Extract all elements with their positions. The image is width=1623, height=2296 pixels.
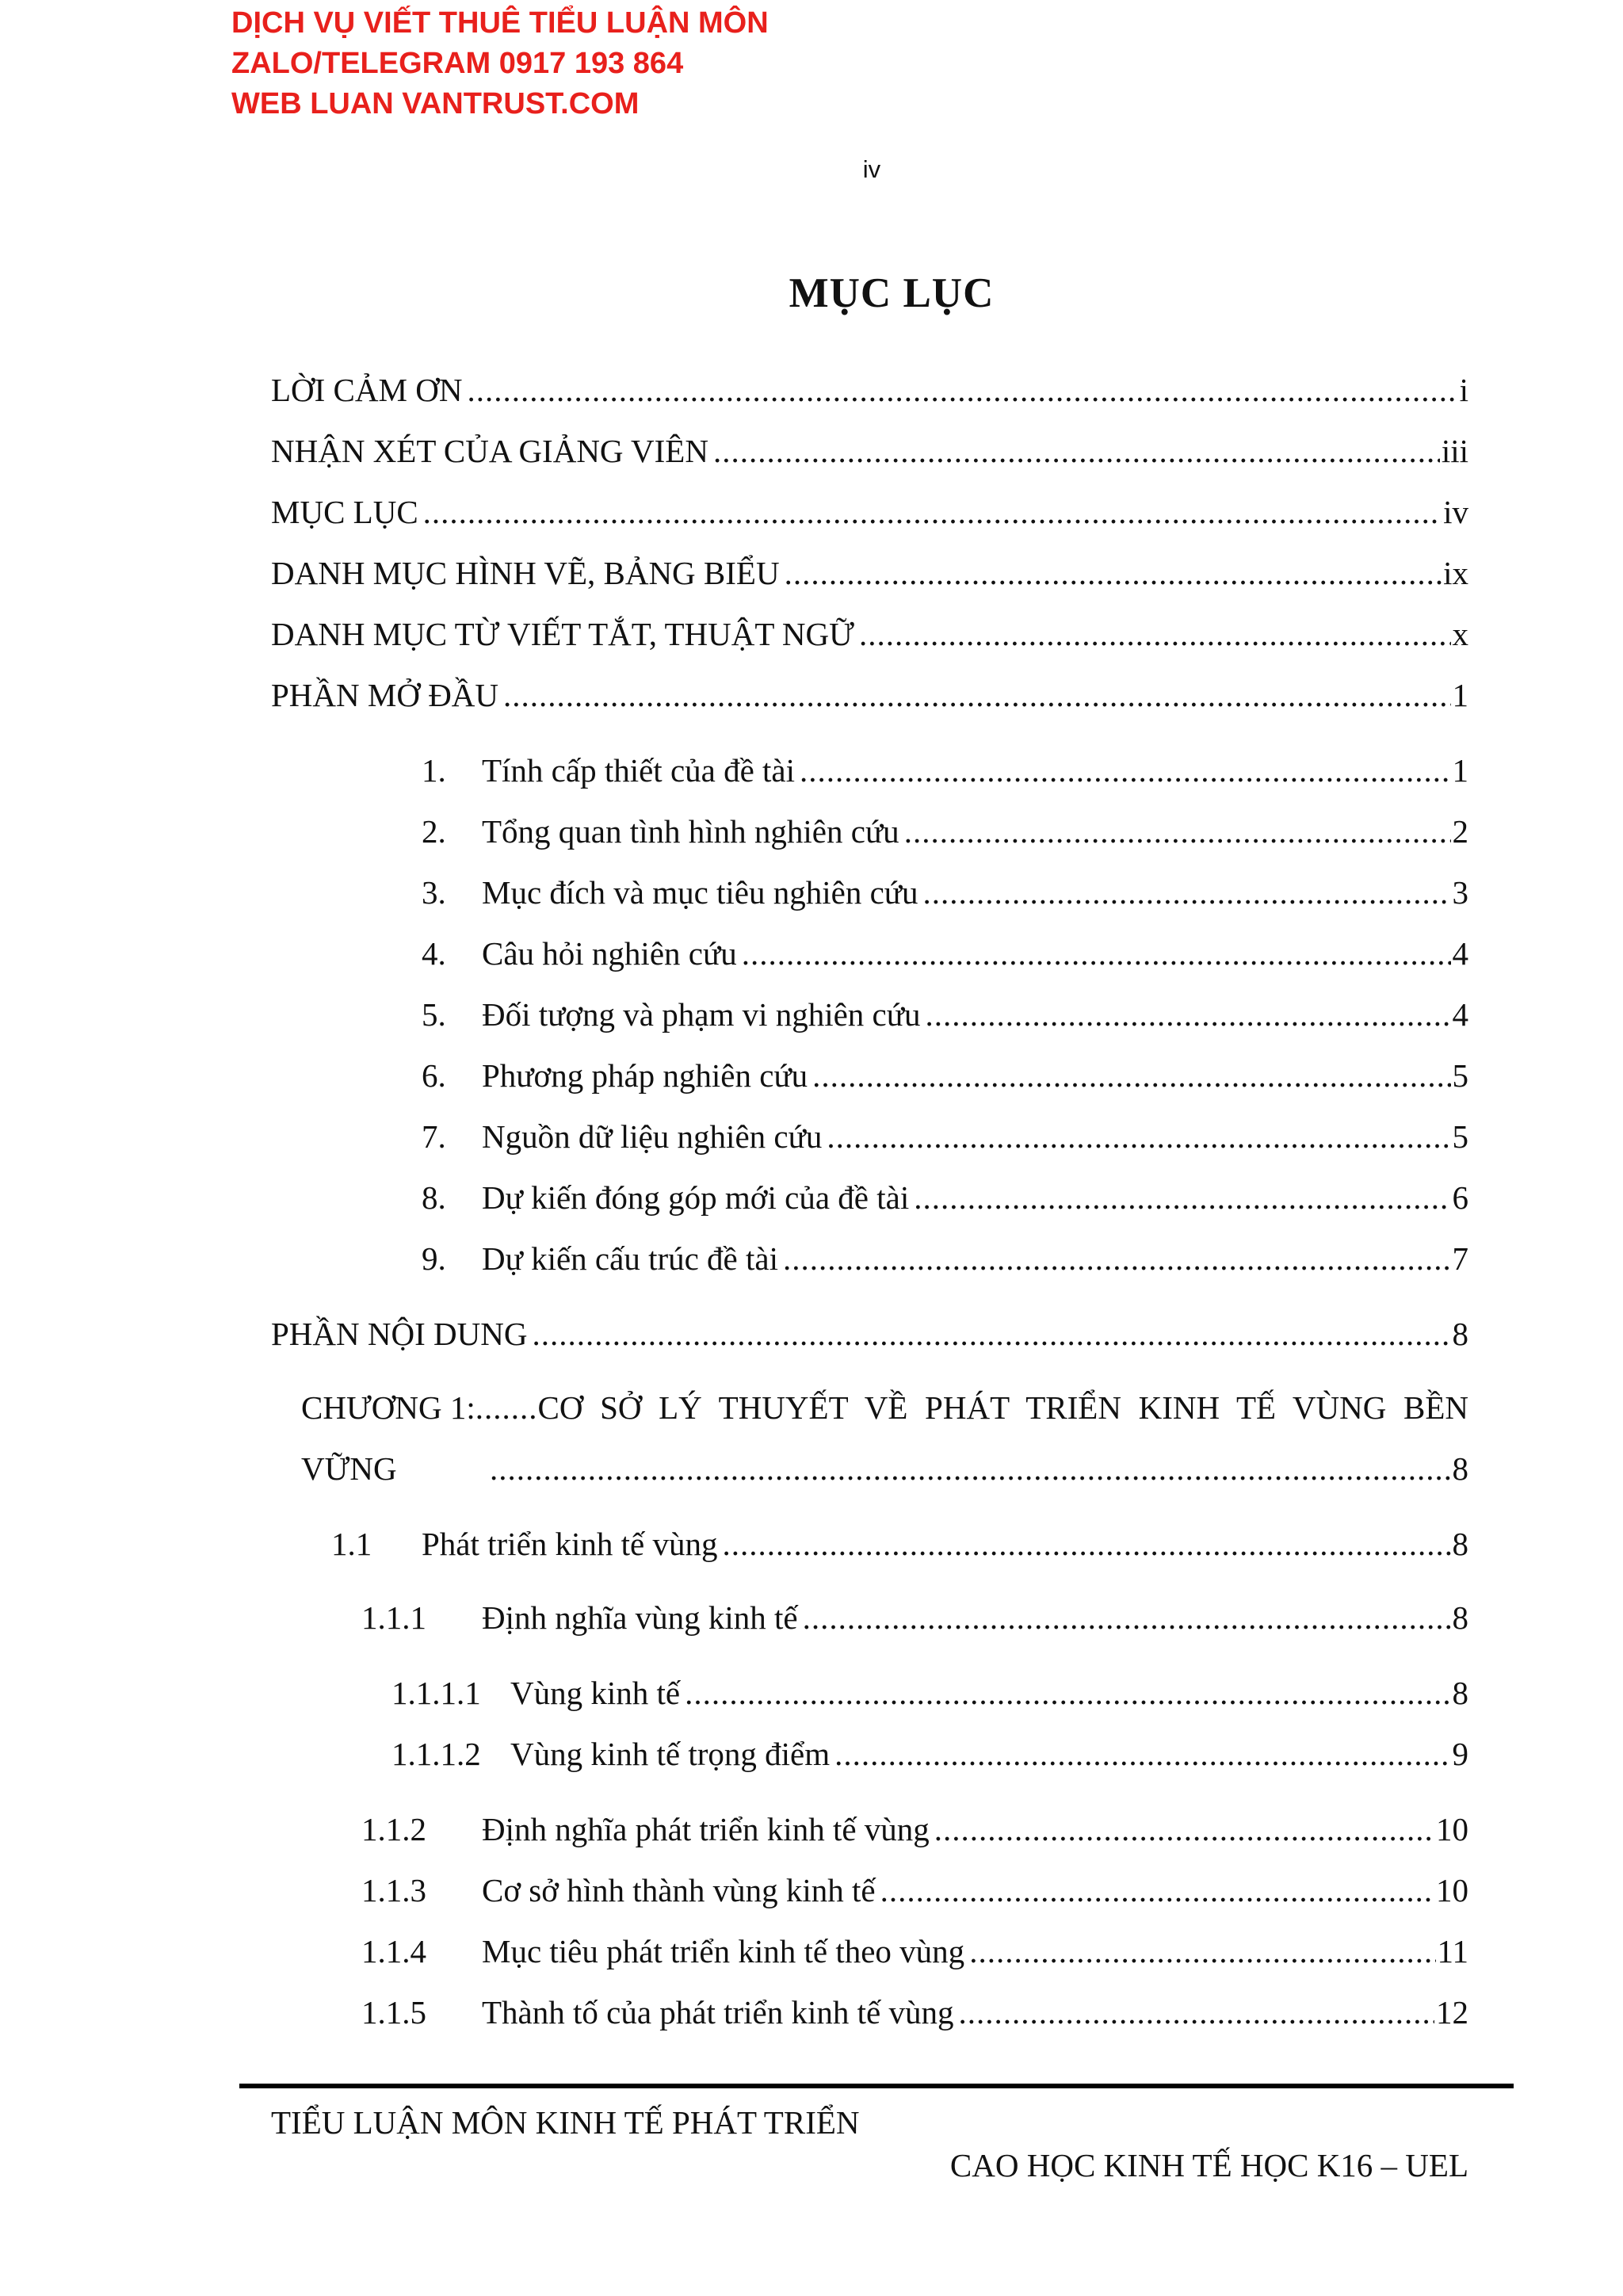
- toc-entry[interactable]: [422, 1236, 1468, 1281]
- toc-entry[interactable]: [271, 1312, 1468, 1356]
- toc-entry-page: iv: [1443, 494, 1468, 530]
- toc-leader: [467, 368, 1457, 412]
- toc-entry-page: 5: [1452, 1057, 1468, 1094]
- toc-entry-number: 1.1.3: [361, 1872, 426, 1908]
- toc-entry-label: Cơ sở hình thành vùng kinh tế: [482, 1872, 876, 1908]
- toc-entry[interactable]: [422, 992, 1468, 1037]
- watermark-line: ZALO/TELEGRAM 0917 193 864: [231, 47, 684, 80]
- toc-entry[interactable]: [361, 1929, 1468, 1973]
- page-number: iv: [862, 155, 881, 183]
- toc-entry-label: Thành tố của phát triển kinh tế vùng: [482, 1994, 954, 2030]
- footer-divider: [239, 2084, 1514, 2088]
- toc-entry[interactable]: [422, 1053, 1468, 1098]
- toc-entry[interactable]: [301, 1446, 1468, 1491]
- toc-leader: [934, 1807, 1434, 1851]
- toc-entry-label: Định nghĩa vùng kinh tế: [482, 1599, 798, 1636]
- toc-entry-page: x: [1452, 616, 1468, 652]
- footer-course-title: TIỂU LUẬN MÔN KINH TẾ PHÁT TRIỂN: [271, 2104, 860, 2141]
- toc-entry-number: 9.: [422, 1240, 446, 1277]
- toc-entry-number: 2.: [422, 813, 446, 850]
- toc-entry[interactable]: [422, 809, 1468, 854]
- toc-entry[interactable]: [271, 429, 1468, 473]
- toc-entry[interactable]: [271, 490, 1468, 534]
- toc-leader: [423, 490, 1442, 534]
- toc-entry-label: Nguồn dữ liệu nghiên cứu: [482, 1118, 823, 1155]
- toc-entry-page: 8: [1452, 1526, 1468, 1562]
- toc-entry-page: 10: [1436, 1811, 1468, 1847]
- toc-entry-number: 1.1: [331, 1526, 372, 1562]
- toc-entry-page: 11: [1437, 1933, 1468, 1969]
- toc-entry-label: DANH MỤC TỪ VIẾT TẮT, THUẬT NGỮ: [271, 616, 854, 652]
- toc-chapter-heading[interactable]: [301, 1385, 1468, 1430]
- toc-entry-number: 6.: [422, 1057, 446, 1094]
- toc-entry-number: 5.: [422, 996, 446, 1033]
- toc-leader: [713, 429, 1440, 473]
- toc-leader: [958, 1990, 1434, 2034]
- toc-entry-label: Tổng quan tình hình nghiên cứu: [482, 813, 899, 850]
- toc-entry[interactable]: [422, 931, 1468, 976]
- toc-entry-page: 9: [1452, 1736, 1468, 1772]
- toc-entry[interactable]: [391, 1671, 1468, 1715]
- toc-leader: [969, 1929, 1435, 1973]
- toc-entry[interactable]: [361, 1807, 1468, 1851]
- toc-entry-label: CƠ SỞ LÝ THUYẾT VỀ PHÁT TRIỂN KINH TẾ VÙNG BỀN: [537, 1389, 1468, 1426]
- toc-entry-page: 1: [1452, 752, 1468, 789]
- toc-leader: [723, 1522, 1451, 1566]
- toc-leader: [914, 1175, 1450, 1220]
- toc-chapter-dots: .......: [475, 1389, 538, 1426]
- toc-entry-page: ix: [1443, 555, 1468, 591]
- toc-entry-label: Câu hỏi nghiên cứu: [482, 935, 737, 972]
- toc-entry-number: 3.: [422, 874, 446, 911]
- watermark-ad: [231, 3, 769, 124]
- toc-leader: [827, 1114, 1450, 1159]
- toc-entry[interactable]: [391, 1732, 1468, 1776]
- toc-entry-label: Phát triển kinh tế vùng: [422, 1526, 718, 1562]
- toc-entry[interactable]: [422, 1175, 1468, 1220]
- toc-entry-page: 8: [1452, 1599, 1468, 1636]
- toc-entry-label: Đối tượng và phạm vi nghiên cứu: [482, 996, 921, 1033]
- toc-entry-number: 4.: [422, 935, 446, 972]
- toc-entry-label-cont: VỮNG: [301, 1450, 397, 1487]
- watermark-line: DỊCH VỤ VIẾT THUÊ TIỂU LUẬN MÔN: [231, 6, 769, 40]
- toc-entry-page: 1: [1452, 677, 1468, 713]
- page-title: MỤC LỤC: [789, 270, 995, 316]
- toc-entry-number: CHƯƠNG 1:: [301, 1389, 475, 1426]
- toc-entry-label: Vùng kinh tế trọng điểm: [510, 1736, 831, 1772]
- toc-entry-number: 8.: [422, 1179, 446, 1216]
- toc-entry-label: LỜI CẢM ƠN: [271, 372, 463, 408]
- toc-entry[interactable]: [331, 1522, 1468, 1566]
- toc-entry-page: iii: [1441, 433, 1468, 469]
- toc-entry-number: 1.: [422, 752, 446, 789]
- toc-entry[interactable]: [361, 1595, 1468, 1640]
- toc-leader: [503, 673, 1450, 717]
- toc-entry[interactable]: [422, 748, 1468, 793]
- toc-leader: [800, 748, 1450, 793]
- toc-entry-page: 8: [1452, 1316, 1468, 1352]
- toc-entry-number: 7.: [422, 1118, 446, 1155]
- toc-leader: [490, 1446, 1451, 1491]
- toc-entry-label: Mục tiêu phát triển kinh tế theo vùng: [482, 1933, 965, 1969]
- toc-entry-label: MỤC LỤC: [271, 494, 418, 530]
- toc-entry-page: 4: [1452, 935, 1468, 972]
- toc-entry-page: i: [1459, 372, 1468, 408]
- toc-entry[interactable]: [422, 870, 1468, 915]
- toc-entry-page: 7: [1452, 1240, 1468, 1277]
- toc-entry-label: Tính cấp thiết của đề tài: [482, 752, 796, 789]
- toc-entry[interactable]: [361, 1990, 1468, 2034]
- toc-entry[interactable]: [361, 1868, 1468, 1912]
- toc-entry[interactable]: [271, 551, 1468, 595]
- toc-entry-page: 2: [1452, 813, 1468, 850]
- toc-entry-label: PHẦN MỞ ĐẦU: [271, 677, 499, 713]
- toc-entry-label: NHẬN XÉT CỦA GIẢNG VIÊN: [271, 433, 708, 469]
- toc-entry-page: 6: [1452, 1179, 1468, 1216]
- toc-leader: [685, 1671, 1450, 1715]
- toc-entry-number: 1.1.4: [361, 1933, 426, 1969]
- toc-leader: [859, 612, 1451, 656]
- toc-entry-label: Phương pháp nghiên cứu: [482, 1057, 808, 1094]
- toc-leader: [880, 1868, 1434, 1912]
- toc-leader: [812, 1053, 1450, 1098]
- toc-entry[interactable]: [271, 368, 1468, 412]
- toc-entry-label: Mục đích và mục tiêu nghiên cứu: [482, 874, 918, 911]
- toc-entry-number: 1.1.1: [361, 1599, 426, 1636]
- toc-entry-label: Dự kiến đóng góp mới của đề tài: [482, 1179, 910, 1216]
- toc-entry[interactable]: [271, 673, 1468, 717]
- toc-entry-page: 12: [1436, 1994, 1468, 2030]
- toc-leader: [925, 992, 1450, 1037]
- toc-entry-page: 3: [1452, 874, 1468, 911]
- toc-entry-page: 10: [1436, 1872, 1468, 1908]
- toc-entry-number: 1.1.5: [361, 1994, 426, 2030]
- footer-class-name: CAO HỌC KINH TẾ HỌC K16 – UEL: [949, 2147, 1468, 2183]
- toc-leader: [904, 809, 1451, 854]
- toc-entry-label: Định nghĩa phát triển kinh tế vùng: [482, 1811, 930, 1847]
- toc-entry[interactable]: [271, 612, 1468, 656]
- toc-entry-label: PHẦN NỘI DUNG: [271, 1316, 528, 1352]
- toc-leader: [783, 1236, 1451, 1281]
- toc-entry-page: 5: [1452, 1118, 1468, 1155]
- toc-entry-label: Vùng kinh tế: [510, 1675, 681, 1711]
- toc-entry-number: 1.1.2: [361, 1811, 426, 1847]
- toc-leader: [742, 931, 1451, 976]
- toc-entry-page: 8: [1452, 1675, 1468, 1711]
- toc-entry-number: 1.1.1.2: [391, 1736, 481, 1772]
- toc-leader: [785, 551, 1442, 595]
- toc-entry[interactable]: [422, 1114, 1468, 1159]
- toc-leader: [834, 1732, 1450, 1776]
- toc-entry-page: 4: [1452, 996, 1468, 1033]
- toc-entry-number: 1.1.1.1: [391, 1675, 481, 1711]
- toc-entry-page: 8: [1452, 1450, 1468, 1487]
- toc-leader: [803, 1595, 1451, 1640]
- toc-leader: [923, 870, 1451, 915]
- watermark-line: WEB LUAN VANTRUST.COM: [231, 87, 640, 120]
- toc-entry-label: Dự kiến cấu trúc đề tài: [482, 1240, 778, 1277]
- toc-leader: [532, 1312, 1450, 1356]
- toc-entry-label: DANH MỤC HÌNH VẼ, BẢNG BIỂU: [271, 555, 780, 591]
